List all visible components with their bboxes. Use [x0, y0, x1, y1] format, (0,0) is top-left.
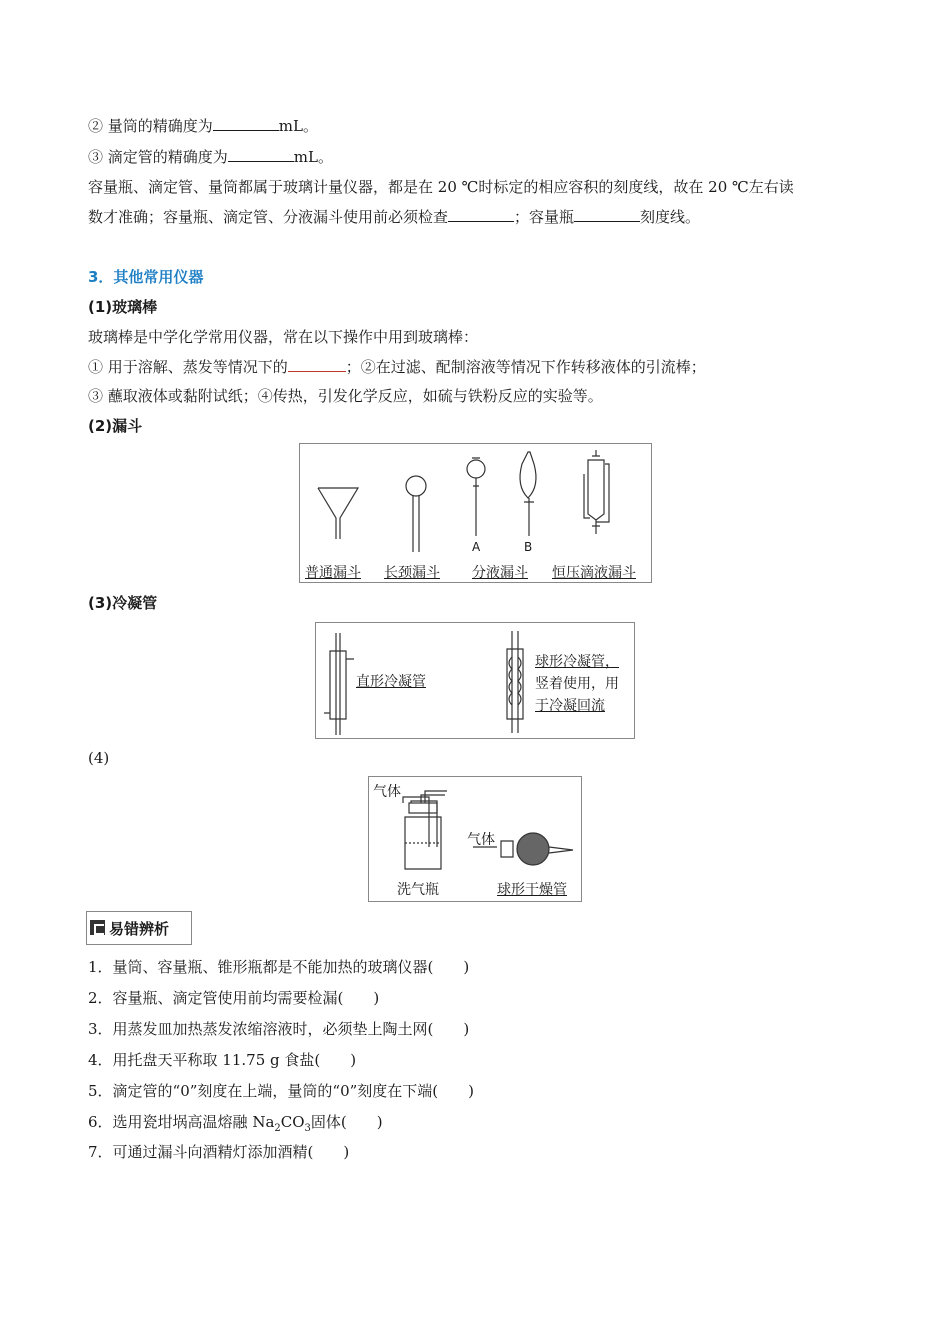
quiz-item: 6．选用瓷坩埚高温熔融 $Na_2CO_3$固体( ) [88, 1113, 383, 1134]
condenser-figure [315, 622, 635, 739]
quiz-item: 5．滴定管的“0”刻度在上端，量筒的“0”刻度在下端( ) [88, 1082, 475, 1100]
caption-separatory-funnel: 分液漏斗 [472, 565, 528, 581]
wash-bottle-stopper [409, 803, 437, 813]
caption-wash-bottle: 洗气瓶 [397, 882, 439, 898]
answer-blank[interactable] [228, 147, 294, 162]
paragraph-line: 容量瓶、滴定管、量筒都属于玻璃计量仪器，都是在 20 ℃时标定的相应容积的刻度线，故在 20 ℃左右读 [88, 178, 794, 196]
inlet-tube [403, 797, 437, 847]
answer-blank[interactable] [213, 116, 279, 131]
gas-label-1: 气体 [373, 784, 401, 800]
quiz-item: 3．用蒸发皿加热蒸发浓缩溶液时，必须垫上陶土网( ) [88, 1020, 470, 1038]
subheading-condenser: (3)冷凝管 [88, 594, 158, 612]
ordinary-funnel-icon [318, 488, 358, 539]
caption-drying-tube: 球形干燥管 [497, 882, 567, 898]
gas-label-2: 气体 [467, 832, 495, 848]
pressure-funnel-icon [588, 450, 604, 520]
drying-tube-icon [517, 833, 549, 865]
answer-blank[interactable] [288, 357, 346, 372]
answer-blank[interactable] [448, 207, 514, 222]
bulb-condenser-icon [512, 631, 518, 733]
paragraph-line: 数才准确；容量瓶、滴定管、分液漏斗使用前必须检查 ；容量瓶 刻度线。 [88, 208, 701, 226]
quiz-item: 4．用托盘天平称取 11.75 g 食盐( ) [88, 1051, 357, 1069]
funnel-figure [299, 443, 652, 583]
answer-blank[interactable] [574, 207, 640, 222]
gas-figure [368, 776, 582, 902]
precision-cylinder: ② 量筒的精确度为 mL。 [88, 117, 318, 135]
quiz-item: 2．容量瓶、滴定管使用前均需要检漏( ) [88, 989, 380, 1007]
subheading-glass-rod: (1)玻璃棒 [88, 298, 158, 316]
badge-icon [90, 920, 105, 935]
quiz-item: 7．可通过漏斗向酒精灯添加酒精( ) [88, 1143, 350, 1161]
bulb-condenser-note: 球形冷凝管， 竖着使用，用 于冷凝回流 [535, 654, 619, 714]
sep-funnel-b-icon [520, 452, 536, 498]
paragraph-line: ③ 蘸取液体或黏附试纸；④传热，引发化学反应，如硫与铁粉反应的实验等。 [88, 387, 603, 405]
caption-long-neck-funnel: 长颈漏斗 [384, 565, 440, 581]
error-analysis-badge: 易错辨析 [86, 911, 192, 945]
long-neck-funnel-icon [406, 476, 426, 496]
quiz-item: 1．量筒、容量瓶、锥形瓶都是不能加热的玻璃仪器( ) [88, 958, 470, 976]
paragraph-line: ① 用于溶解、蒸发等情况下的 ；②在过滤、配制溶液等情况下作转移液体的引流棒； [88, 358, 706, 376]
section-heading: 3．其他常用仪器 [88, 268, 204, 286]
label-b: B [524, 540, 533, 554]
caption-ordinary-funnel: 普通漏斗 [305, 565, 361, 581]
caption-straight-condenser: 直形冷凝管 [356, 674, 426, 690]
precision-burette: ③ 滴定管的精确度为 mL。 [88, 148, 333, 166]
subheading-funnel: (2)漏斗 [88, 417, 143, 435]
paragraph-line: 玻璃棒是中学化学常用仪器，常在以下操作中用到玻璃棒： [88, 328, 479, 346]
subheading-gas: (4) [88, 749, 110, 767]
label-a: A [472, 540, 481, 554]
straight-condenser-icon [330, 633, 346, 735]
sep-funnel-a-icon [467, 460, 485, 478]
caption-pressure-funnel: 恒压滴液漏斗 [552, 565, 636, 581]
